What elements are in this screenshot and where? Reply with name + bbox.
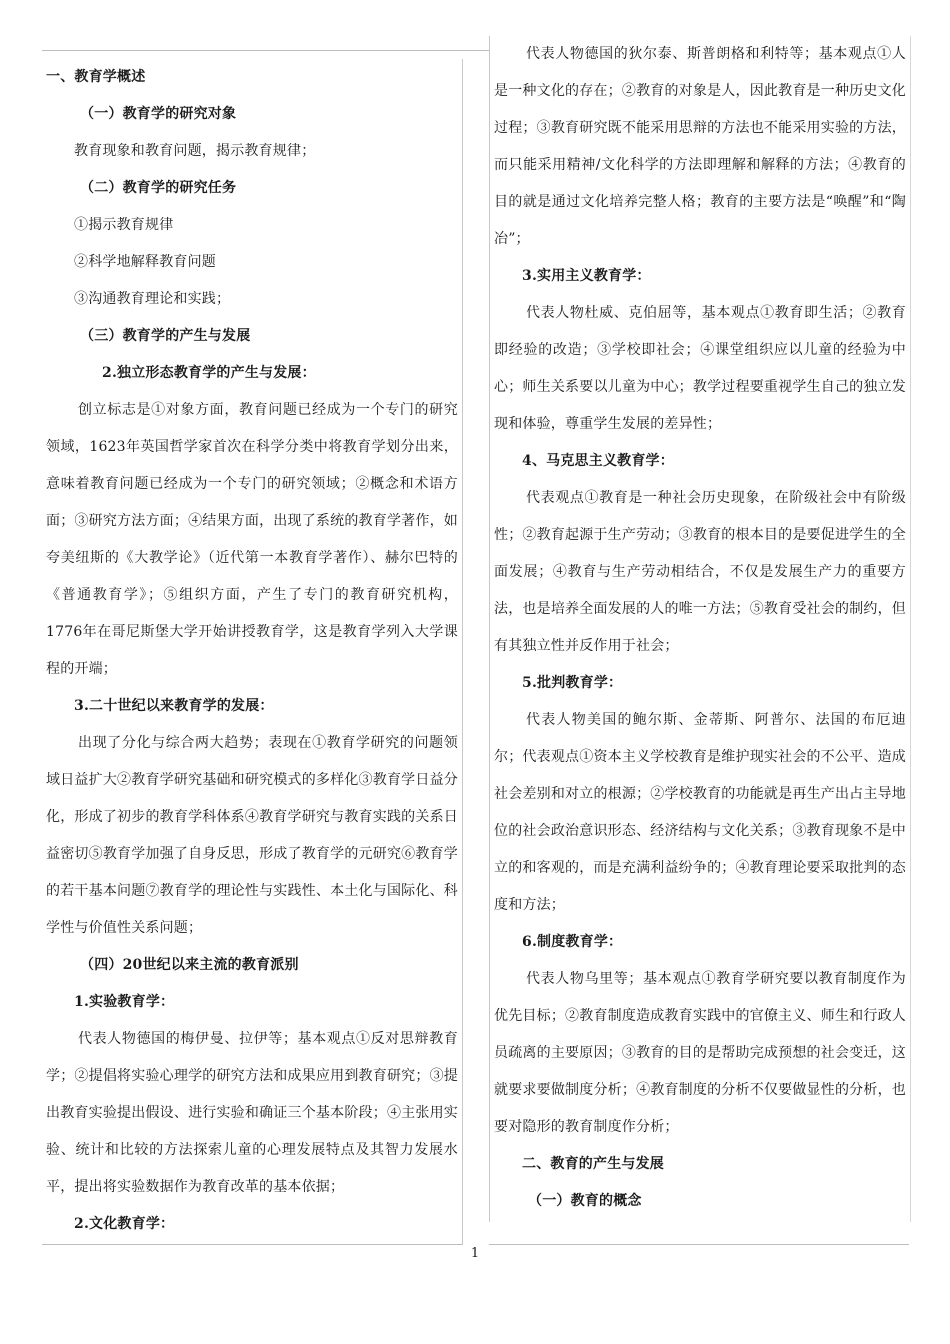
list-item: ②科学地解释教育问题: [74, 254, 216, 270]
right-column-bottom-rule: [489, 1244, 909, 1245]
section-heading: 一、教育学概述: [46, 69, 146, 85]
subsection-heading: （三）教育学的产生与发展: [80, 328, 251, 344]
subsection-heading: （一）教育学的研究对象: [80, 106, 237, 122]
topic-heading: 1.实验教育学：: [74, 994, 175, 1010]
body-paragraph: 创立标志是①对象方面，教育问题已经成为一个专门的研究领域，1623年英国哲学家首次在科学分类中将教育学划分出来，意味着教育问题已经成为一个专门的研究领域；②概念和术语方面；③研究方法方面；④结果方面，出现了系统的教育学著作，如夸美纽斯的《大教学论》（近代第一本教育学著作）、赫尔巴特的《普通教育学》；⑤组织方面，产生了专门的教育研究机构，1776年在哥尼斯堡大学开始讲授教育学，这是教育学列入大学课程的开端；: [46, 402, 458, 677]
topic-heading: 3.实用主义教育学：: [522, 268, 651, 284]
topic-heading: 4、马克思主义教育学：: [522, 453, 674, 469]
page-top-rule: [42, 50, 490, 51]
topic-heading: 二、教育的产生与发展: [522, 1156, 664, 1172]
list-item: 教育现象和教育问题，揭示教育规律；: [74, 143, 316, 159]
left-column-bottom-rule: [42, 1244, 462, 1245]
topic-heading: 3.二十世纪以来教育学的发展：: [74, 698, 274, 714]
subsection-heading: （二）教育学的研究任务: [80, 180, 237, 196]
body-paragraph: 代表人物德国的狄尔泰、斯普朗格和利特等；基本观点①人是一种文化的存在；②教育的对象是人，因此教育是一种历史文化过程；③教育研究既不能采用思辩的方法也不能采用实验的方法，而只能采用精神/文化科学的方法即理解和解释的方法；④教育的目的就是通过文化培养完整人格；教育的主要方法是“唤醒”和“陶冶”；: [494, 46, 906, 247]
body-paragraph: 代表人物德国的梅伊曼、拉伊等；基本观点①反对思辩教育学；②提倡将实验心理学的研究方法和成果应用到教育研究；③提出教育实验提出假设、进行实验和确证三个基本阶段；④主张用实验、统计和比较的方法探索儿童的心理发展特点及其智力发展水平，提出将实验数据作为教育改革的基本依据；: [46, 1031, 458, 1195]
body-paragraph: 代表人物乌里等；基本观点①教育学研究要以教育制度作为优先目标；②教育制度造成教育实践中的官僚主义、师生和行政人员疏离的主要原因；③教育的目的是帮助完成预想的社会变迁，这就要求要做制度分析；④教育制度的分析不仅要做显性的分析，也要对隐形的教育制度作分析；: [494, 971, 906, 1135]
topic-heading: 6.制度教育学：: [522, 934, 623, 950]
body-paragraph: 出现了分化与综合两大趋势；表现在①教育学研究的问题领域日益扩大②教育学研究基础和研究模式的多样化③教育学日益分化，形成了初步的教育学科体系④教育学研究与教育实践的关系日益密切⑤教育学加强了自身反思，形成了教育学的元研究⑥教育学的若干基本问题⑦教育学的理论性与实践性、本土化与国际化、科学性与价值性关系问题；: [46, 735, 458, 936]
body-paragraph: 代表人物美国的鲍尔斯、金蒂斯、阿普尔、法国的布厄迪尔；代表观点①资本主义学校教育是维护现实社会的不公平、造成社会差别和对立的根源；②学校教育的功能就是再生产出占主导地位的社会政治意识形态、经济结构与文化关系；③教育现象不是中立的和客观的，而是充满利益纷争的；④教育理论要采取批判的态度和方法；: [494, 712, 906, 913]
page-number: 1: [470, 1246, 480, 1261]
subsection-heading: （一）教育的概念: [528, 1193, 642, 1209]
list-item: ①揭示教育规律: [74, 217, 174, 233]
topic-heading: 2.文化教育学：: [74, 1216, 175, 1232]
body-paragraph: 代表观点①教育是一种社会历史现象，在阶级社会中有阶级性；②教育起源于生产劳动；③教育的根本目的是要促进学生的全面发展；④教育与生产劳动相结合，不仅是发展生产力的重要方法，也是培养全面发展的人的唯一方法；⑤教育受社会的制约，但有其独立性并反作用于社会；: [494, 490, 906, 654]
subsection-heading: （四）20世纪以来主流的教育派别: [80, 957, 299, 973]
body-paragraph: 代表人物杜威、克伯屈等，基本观点①教育即生活；②教育即经验的改造；③学校即社会；④课堂组织应以儿童的经验为中心；师生关系要以儿童为中心；教学过程要重视学生自己的独立发现和体验，尊重学生发展的差异性；: [494, 305, 906, 432]
right-column: [489, 36, 911, 1222]
topic-heading: 5.批判教育学：: [522, 675, 623, 691]
left-column: [42, 59, 463, 1245]
topic-heading: 2.独立形态教育学的产生与发展：: [102, 365, 316, 381]
list-item: ③沟通教育理论和实践；: [74, 291, 231, 307]
